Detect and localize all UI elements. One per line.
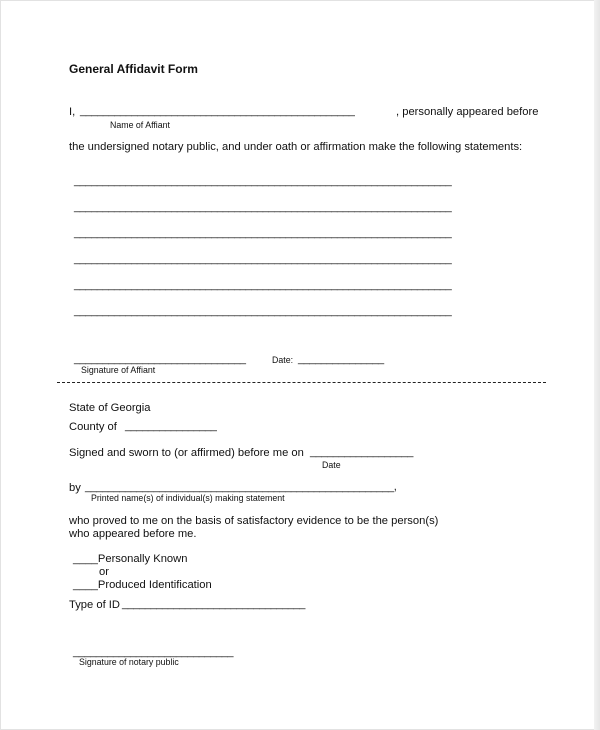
type-of-id-blank[interactable]: ________________________________ [122, 598, 305, 610]
affiant-signature-label: Signature of Affiant [81, 365, 156, 375]
option-produced-identification[interactable]: ____Produced Identification [73, 579, 212, 591]
by-label: by [69, 482, 81, 494]
option-or-text: or [99, 566, 109, 578]
statement-intro: the undersigned notary public, and under oath or affirmation make the following statements: [69, 141, 523, 153]
signed-sworn-text: Signed and sworn to (or affirmed) before me on [69, 447, 304, 459]
printed-name-blank[interactable]: ______________________________________________________, [85, 481, 397, 493]
county-label: County of [69, 421, 117, 433]
printed-name-label: Printed name(s) of individual(s) making statement [91, 493, 285, 503]
section-divider [57, 382, 546, 383]
statement-line[interactable]: __________________________________________________________________ [74, 175, 452, 187]
evidence-text-line2: who appeared before me. [69, 528, 197, 540]
sworn-date-label: Date [322, 460, 341, 470]
statement-line[interactable]: __________________________________________________________________ [74, 201, 452, 213]
affiant-suffix: , personally appeared before [396, 106, 539, 118]
evidence-text-line1: who proved to me on the basis of satisfactory evidence to be the person(s) [69, 515, 439, 527]
type-of-id-label: Type of ID [69, 599, 120, 611]
statement-line[interactable]: __________________________________________________________________ [74, 279, 452, 291]
sworn-date-blank[interactable]: __________________ [310, 446, 413, 458]
county-blank[interactable]: ________________ [125, 420, 217, 432]
scrollbar[interactable] [594, 0, 600, 730]
affiant-date-blank[interactable]: _______________ [298, 353, 384, 365]
state-text: State of Georgia [69, 402, 151, 414]
option-personally-known[interactable]: ____Personally Known [73, 553, 188, 565]
affiant-prefix: I, [69, 106, 76, 118]
affiant-name-label: Name of Affiant [110, 120, 170, 130]
affiant-signature-blank[interactable]: ______________________________ [74, 353, 246, 365]
form-title: General Affidavit Form [69, 62, 198, 76]
affiant-name-blank[interactable]: ________________________________________________ [80, 105, 355, 117]
statement-line[interactable]: __________________________________________________________________ [74, 227, 452, 239]
notary-signature-label: Signature of notary public [79, 657, 179, 667]
statement-line[interactable]: __________________________________________________________________ [74, 253, 452, 265]
notary-signature-blank[interactable]: ____________________________ [73, 646, 234, 658]
date-label: Date: [272, 355, 294, 365]
statement-line[interactable]: __________________________________________________________________ [74, 305, 452, 317]
